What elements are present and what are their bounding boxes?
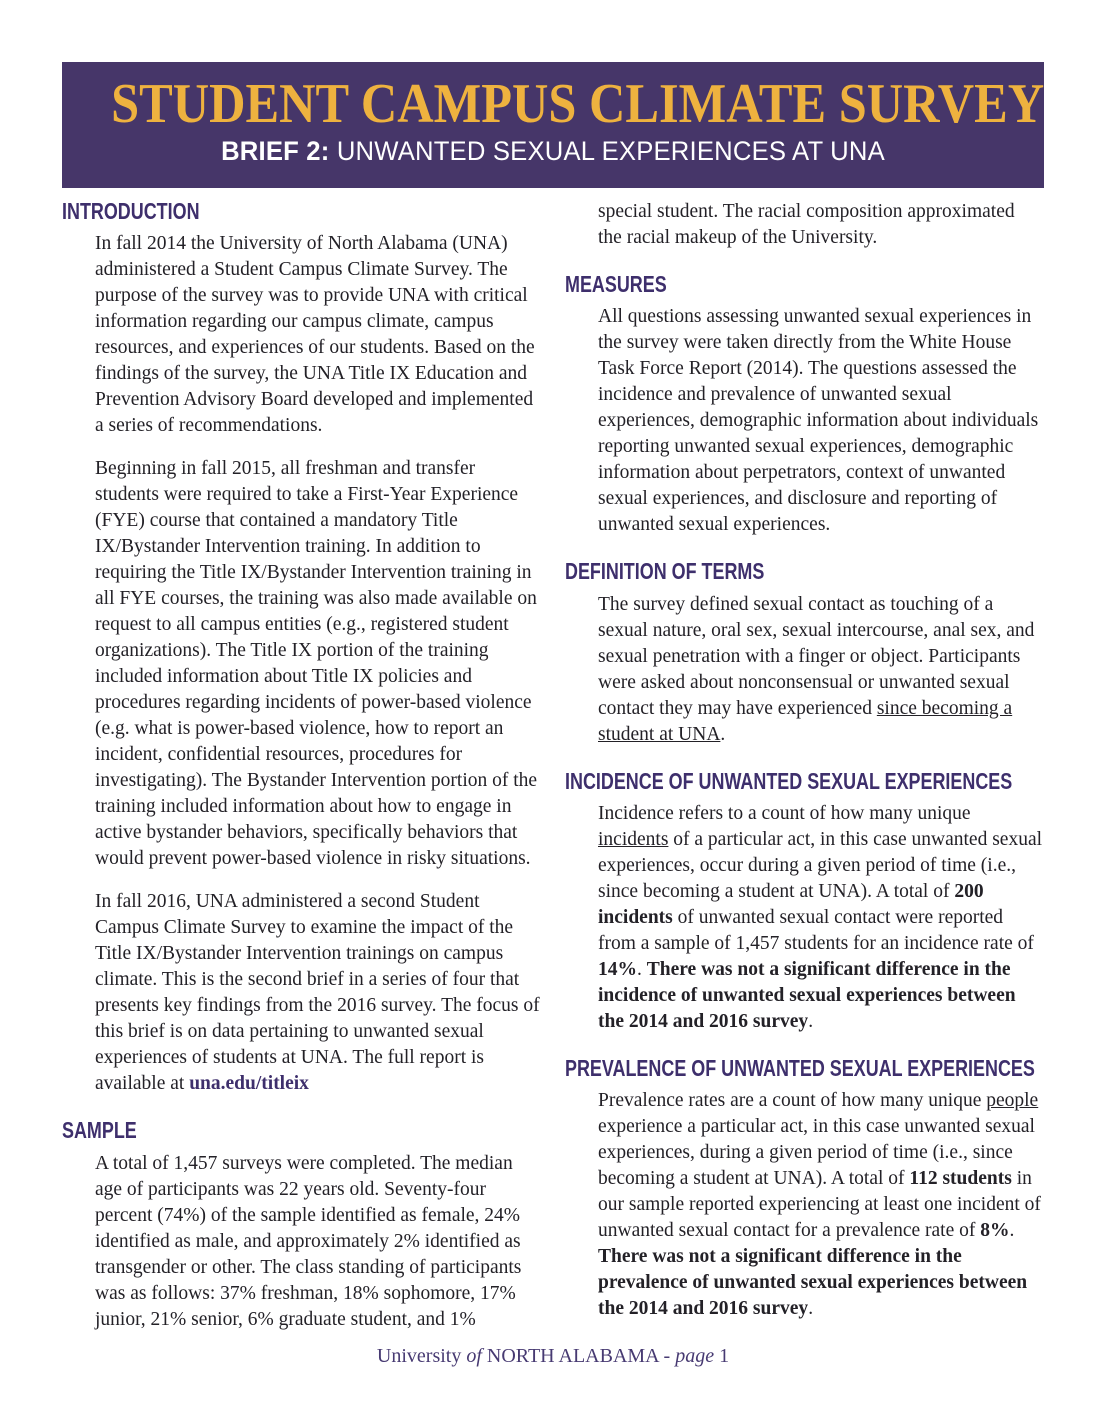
section-introduction	[62, 199, 540, 1097]
text-run: .	[808, 1010, 814, 1032]
section-heading-definition-of-terms: DEFINITION OF TERMS	[565, 558, 765, 585]
page-footer	[0, 1345, 1106, 1368]
content-columns	[62, 199, 1044, 1333]
page-subtitle	[87, 137, 1020, 167]
section-sample	[62, 1118, 540, 1332]
column-left	[62, 199, 540, 1333]
section-heading-introduction: INTRODUCTION	[62, 198, 200, 224]
section-definition-of-terms	[565, 559, 1043, 747]
section-measures	[565, 272, 1043, 538]
text-run: 1	[714, 1345, 730, 1367]
titleix-link[interactable]: una.edu/titleix	[189, 1073, 309, 1095]
section-prevalence	[565, 1056, 1043, 1322]
text-run: incidents	[598, 828, 669, 850]
text-run: The survey defined sexual contact as touching of a sexual nature, oral sex, sexual intercourse, anal sex, and sexual penetration with a finger or object. Participants were asked about nonconsensual or unwanted sexual contact they may have experienced	[598, 593, 1035, 719]
text-run: All questions assessing unwanted sexual experiences in the survey were taken directly from the White House Task Force Report (2014). The questions assessed the incidence and prevalence of unwanted sexual experiences, demographic information about individuals reporting unwanted sexual experiences, demographic information about perpetrators, context of unwanted sexual experiences, and disclosure and reporting of unwanted sexual experiences.	[598, 306, 1039, 536]
text-run: NORTH ALABAMA -	[481, 1345, 676, 1367]
text-run: .	[720, 723, 726, 745]
paragraph-prevalence	[565, 1088, 1043, 1322]
paragraph-intro-1	[62, 231, 540, 439]
paragraph-definition-of-terms	[565, 592, 1043, 748]
paragraph-measures	[565, 304, 1043, 538]
header-banner	[62, 62, 1044, 188]
text-run: There was not a significant difference in the incidence of unwanted sexual experiences between the 2014 and 2016 survey	[598, 958, 1016, 1032]
text-run: page	[675, 1345, 715, 1367]
text-run: In fall 2014 the University of North Alabama (UNA) administered a Student Campus Climate Survey. The purpose of the survey was to provide UNA with critical information regarding our campus climate, campus resources, and experiences of our students. Based on the findings of the survey, the UNA Title IX Education and Prevention Advisory Board developed and implemented a series of recommendations.	[95, 233, 535, 437]
text-run: BRIEF 2:	[221, 135, 330, 166]
text-run: in our sample reported experiencing at least one incident of unwanted sexual contact for a prevalence rate of	[598, 1168, 1041, 1242]
section-heading-measures: MEASURES	[565, 271, 667, 297]
section-heading-prevalence: PREVALENCE OF UNWANTED SEXUAL EXPERIENCES	[565, 1054, 1035, 1081]
paragraph-intro-2	[62, 456, 540, 872]
section-sample-continued	[565, 199, 1043, 251]
text-run: 112 students	[909, 1168, 1012, 1190]
text-run: Incidence refers to a count of how many unique	[598, 802, 971, 824]
column-right	[565, 199, 1043, 1322]
text-run: .	[1009, 1220, 1015, 1242]
text-run: of	[466, 1345, 482, 1367]
page-title: STUDENT CAMPUS CLIMATE SURVEY	[111, 73, 1045, 135]
text-run: There was not a significant difference in the prevalence of unwanted sexual experiences between the 2014 and 2016 survey	[598, 1246, 1028, 1320]
text-run: .	[637, 958, 647, 980]
paragraph-incidence	[565, 801, 1043, 1035]
text-run: 200 incidents	[598, 880, 984, 928]
text-run: UNWANTED SEXUAL EXPERIENCES AT UNA	[329, 135, 885, 166]
text-run: special student. The racial composition approximated the racial makeup of the University.	[598, 201, 1015, 248]
text-run: 8%	[980, 1220, 1010, 1242]
paragraph-intro-3	[62, 889, 540, 1097]
text-run: of unwanted sexual contact were reported from a sample of 1,457 students for an incidence rate of	[598, 906, 1034, 954]
text-run: Prevalence rates are a count of how many unique	[598, 1090, 987, 1112]
section-heading-incidence: INCIDENCE OF UNWANTED SEXUAL EXPERIENCES	[565, 767, 1013, 794]
text-run: In fall 2016, UNA administered a second Student Campus Climate Survey to examine the impact of the Title IX/Bystander Intervention trainings on campus climate. This is the second brief in a series of four that presents key findings from the 2016 survey. The focus of this brief is on data pertaining to unwanted sexual experiences of students at UNA. The full report is available at	[95, 891, 540, 1095]
section-heading-sample: SAMPLE	[62, 1117, 137, 1144]
text-run: Beginning in fall 2015, all freshman and transfer students were required to take a First-Year Experience (FYE) course that contained a mandatory Title IX/Bystander Intervention training. In addition to requiring the Title IX/Bystander Intervention training in all FYE courses, the training was also made available on request to all campus entities (e.g., registered student organizations). The Title IX portion of the training included information about Title IX policies and procedures regarding incidents of power-based violence (e.g. what is power-based violence, how to report an incident, confidential resources, procedures for investigating). The Bystander Intervention portion of the training included information about how to engage in active bystander behaviors, specifically behaviors that would prevent power-based violence in risky situations.	[95, 458, 538, 870]
text-run: people	[986, 1090, 1039, 1112]
text-run: A total of 1,457 surveys were completed. The median age of participants was 22 years old. Seventy-four percent (74%) of the sample identified as female, 24% identified as male, and approximately 2% identified as transgender or other. The class standing of participants was as follows: 37% freshman, 18% sophomore, 17% junior, 21% senior, 6% graduate student, and 1%	[95, 1152, 522, 1330]
section-incidence	[565, 769, 1043, 1035]
text-run: since becoming a student at UNA	[598, 697, 1013, 745]
text-run: experience a particular act, in this case unwanted sexual experiences, during a given period of time (i.e., since becoming a student at UNA). A total of	[598, 1116, 1035, 1190]
paragraph-sample	[62, 1151, 540, 1333]
text-run: .	[808, 1298, 814, 1320]
text-run: of a particular act, in this case unwanted sexual experiences, occur during a given period of time (i.e., since becoming a student at UNA). A total of	[598, 828, 1043, 902]
text-run: 14%	[598, 958, 637, 980]
paragraph-sample-continued	[565, 199, 1043, 251]
text-run: University	[376, 1345, 467, 1367]
